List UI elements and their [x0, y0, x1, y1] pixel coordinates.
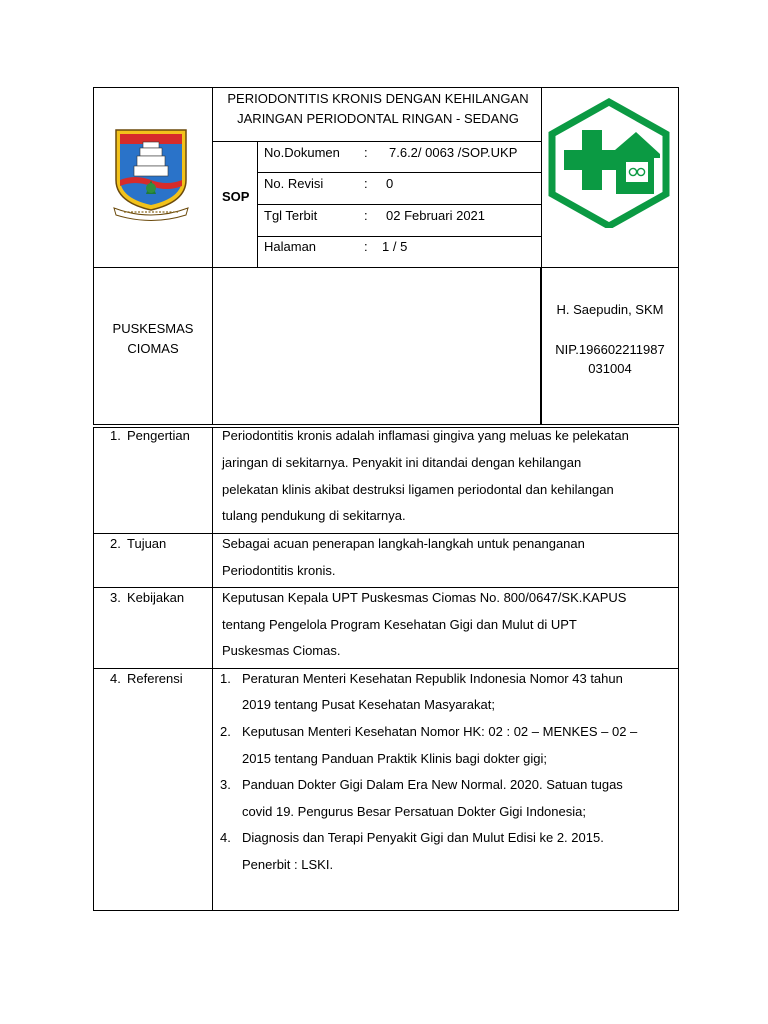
section-label: Referensi	[127, 671, 183, 686]
meta-value: 1 / 5	[382, 239, 408, 254]
banten-emblem	[110, 122, 192, 222]
meta-colon: :	[364, 239, 368, 254]
section-text-line: tulang pendukung di sekitarnya.	[222, 508, 406, 523]
reference-number: 4.	[220, 830, 231, 845]
org-name-line-2: CIOMAS	[127, 341, 179, 356]
reference-text-line: covid 19. Pengurus Besar Persatuan Dokter Gigi Indonesia;	[242, 804, 586, 819]
meta-label: No. Revisi	[264, 176, 324, 191]
puskesmas-logo	[546, 98, 672, 228]
sop-label: SOP	[222, 189, 250, 204]
document-title-line-1: PERIODONTITIS KRONIS DENGAN KEHILANGAN	[227, 91, 529, 106]
reference-text-line: Peraturan Menteri Kesehatan Republik Indonesia Nomor 43 tahun	[242, 671, 623, 686]
section-text-line: Periodontitis kronis adalah inflamasi gingiva yang meluas ke pelekatan	[222, 428, 629, 443]
meta-label: Halaman	[264, 239, 317, 254]
section-number: 4.	[110, 671, 121, 686]
signer-nip-line-2: 031004	[588, 361, 632, 376]
meta-label: Tgl Terbit	[264, 208, 318, 223]
meta-value: 02 Februari 2021	[386, 208, 486, 223]
reference-number: 3.	[220, 777, 231, 792]
section-text-line: Sebagai acuan penerapan langkah-langkah untuk penanganan	[222, 536, 585, 551]
document-title-line-2: JARINGAN PERIODONTAL RINGAN - SEDANG	[237, 111, 519, 126]
section-label: Tujuan	[127, 536, 167, 551]
reference-text-line: Diagnosis dan Terapi Penyakit Gigi dan Mulut Edisi ke 2. 2015.	[242, 830, 604, 845]
reference-text-line: 2015 tentang Panduan Praktik Klinis bagi dokter gigi;	[242, 751, 547, 766]
reference-text-line: Keputusan Menteri Kesehatan Nomor HK: 02 : 02 – MENKES – 02 –	[242, 724, 638, 739]
section-text-line: jaringan di sekitarnya. Penyakit ini ditandai dengan kehilangan	[222, 455, 582, 470]
reference-text-line: Penerbit : LSKI.	[242, 857, 334, 872]
meta-value: 7.6.2/ 0063 /SOP.UKP	[389, 145, 518, 160]
section-text-line: Keputusan Kepala UPT Puskesmas Ciomas No. 800/0647/SK.KAPUS	[222, 590, 627, 605]
org-name-line-1: PUSKESMAS	[112, 321, 194, 336]
section-number: 1.	[110, 428, 121, 443]
section-label: Kebijakan	[127, 590, 185, 605]
section-number: 3.	[110, 590, 121, 605]
meta-colon: :	[364, 176, 368, 191]
section-text-line: Puskesmas Ciomas.	[222, 643, 341, 658]
signer-nip-line-1: NIP.196602211987	[555, 342, 665, 357]
section-text-line: tentang Pengelola Program Kesehatan Gigi dan Mulut di UPT	[222, 617, 577, 632]
reference-number: 2.	[220, 724, 231, 739]
meta-colon: :	[364, 208, 368, 223]
section-number: 2.	[110, 536, 121, 551]
reference-text-line: 2019 tentang Pusat Kesehatan Masyarakat;	[242, 697, 495, 712]
meta-label: No.Dokumen	[264, 145, 340, 160]
meta-value: 0	[386, 176, 394, 191]
section-text-line: Periodontitis kronis.	[222, 563, 336, 578]
meta-colon: :	[364, 145, 368, 160]
reference-text-line: Panduan Dokter Gigi Dalam Era New Normal. 2020. Satuan tugas	[242, 777, 623, 792]
section-text-line: pelekatan klinis akibat destruksi ligamen periodontal dan kehilangan	[222, 482, 614, 497]
reference-number: 1.	[220, 671, 231, 686]
section-label: Pengertian	[127, 428, 190, 443]
signer-name: H. Saepudin, SKM	[556, 302, 664, 317]
